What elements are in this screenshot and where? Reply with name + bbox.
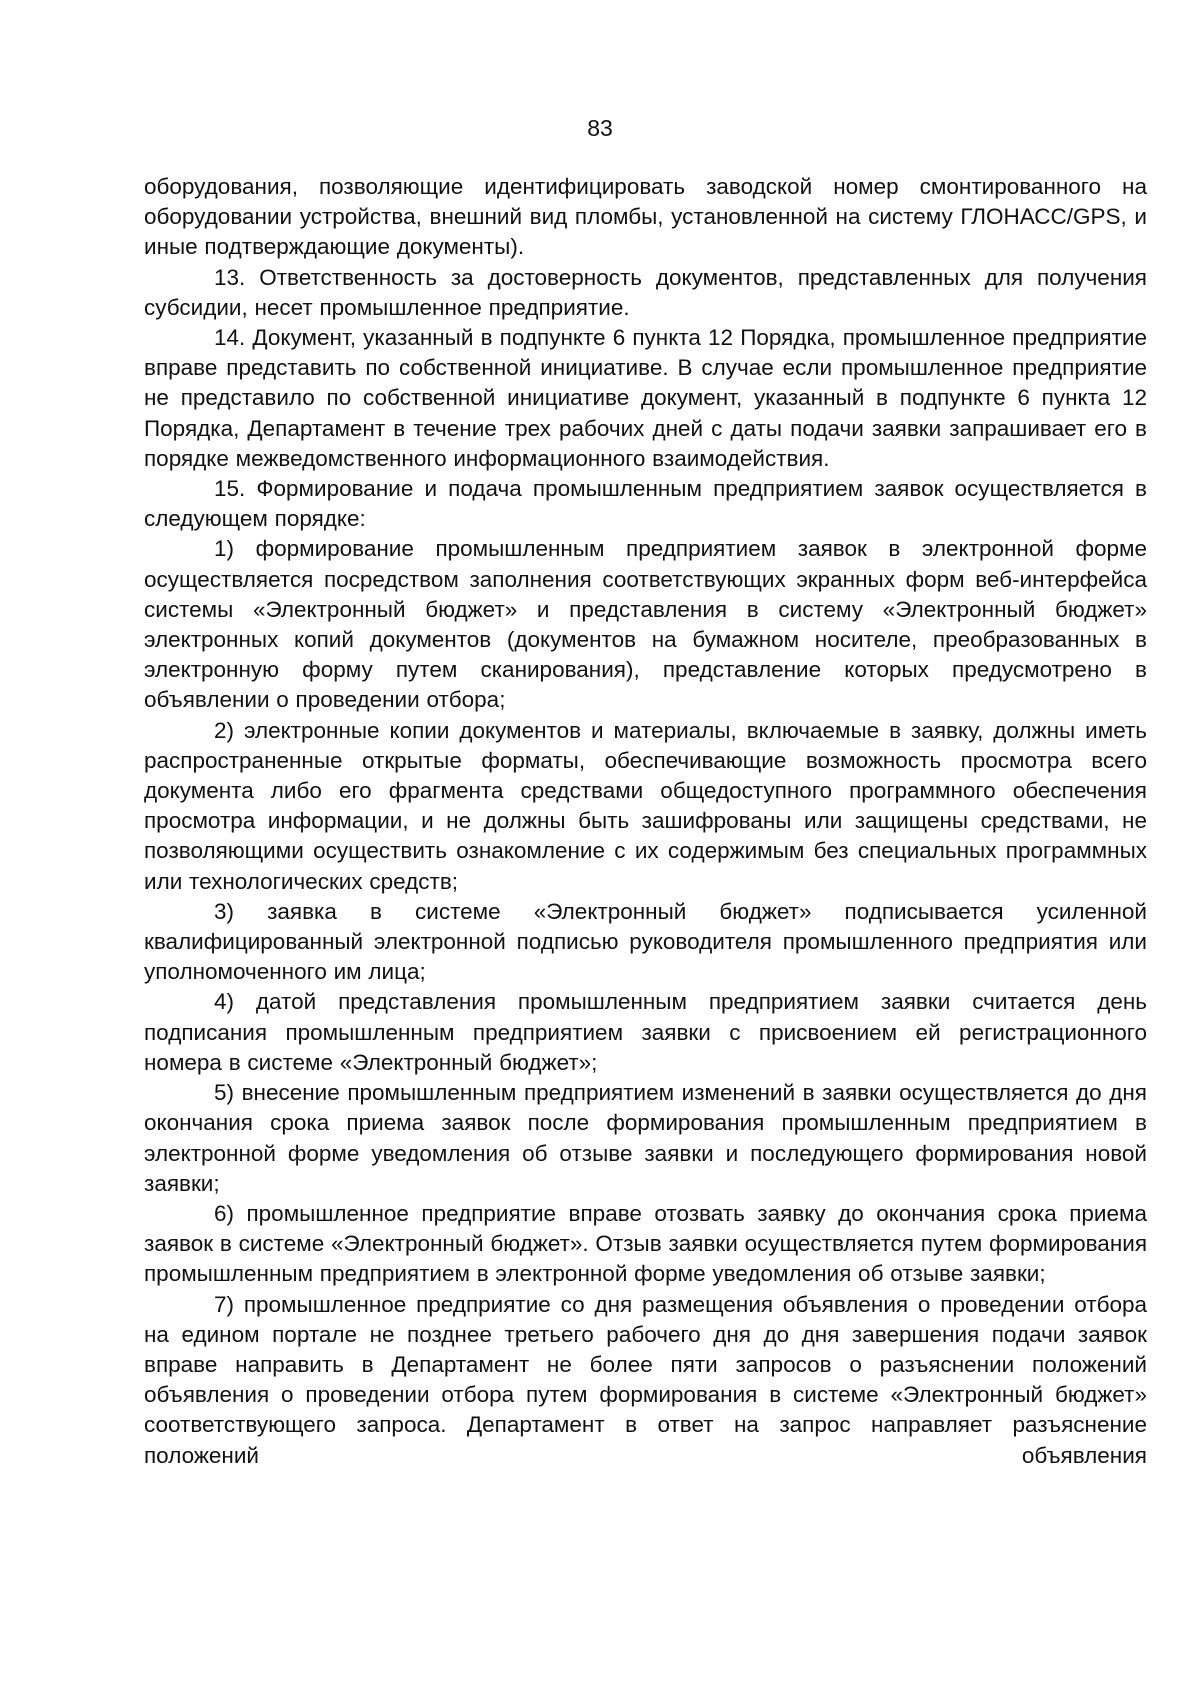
paragraph-continuation: оборудования, позволяющие идентифицировать заводской номер смонтированного на оборудовании устройства, внешний вид пломбы, установленной на систему ГЛОНАСС/GPS, и иные подтверждающие документы). [144,174,1147,260]
list-item-4: 4) датой представления промышленным предприятием заявки считается день подписания промышленным предприятием заявки с присвоением ей регистрационного номера в системе «Электронный бюджет»; [144,989,1147,1075]
document-body [144,172,1147,1471]
paragraph-15: 15. Формирование и подача промышленным предприятием заявок осуществляется в следующем порядке: [144,476,1147,532]
paragraph-13: 13. Ответственность за достоверность документов, представленных для получения субсидии, несет промышленное предприятие. [144,264,1147,320]
page-number: 83 [587,115,613,141]
list-item-2: 2) электронные копии документов и материалы, включаемые в заявку, должны иметь распространенные открытые форматы, обеспечивающие возможность просмотра всего документа либо его фрагмента средствами общедоступного программного обеспечения просмотра информации, и не должны быть зашифрованы или защищены средствами, не позволяющими осуществить ознакомление с их содержимым без специальных программных или технологических средств; [144,717,1147,894]
list-item-6: 6) промышленное предприятие вправе отозвать заявку до окончания срока приема заявок в системе «Электронный бюджет». Отзыв заявки осуществляется путем формирования промышленным предприятием в электронной форме уведомления об отзыве заявки; [144,1200,1147,1287]
list-item-5: 5) внесение промышленным предприятием изменений в заявки осуществляется до дня окончания срока приема заявок после формирования промышленным предприятием в электронной форме уведомления об отзыве заявки и последующего формирования новой заявки; [144,1080,1147,1196]
paragraph-14: 14. Документ, указанный в подпункте 6 пункта 12 Порядка, промышленное предприятие вправе представить по собственной инициативе. В случае если промышленное предприятие не представило по собственной инициативе документ, указанный в подпункте 6 пункта 12 Порядка, Департамент в течение трех рабочих дней с даты подачи заявки запрашивает его в порядке межведомственного информационного взаимодействия. [144,325,1147,471]
list-item-7: 7) промышленное предприятие со дня размещения объявления о проведении отбора на едином портале не позднее третьего рабочего дня до дня завершения подачи заявок вправе направить в Департамент не более пяти запросов о разъяснении положений объявления о проведении отбора путем формирования в системе «Электронный бюджет» соответствующего запроса. Департамент в ответ на запрос направляет разъяснение положений объявления [144,1291,1147,1468]
list-item-1: 1) формирование промышленным предприятием заявок в электронной форме осуществляется посредством заполнения соответствующих экранных форм веб-интерфейса системы «Электронный бюджет» и представления в систему «Электронный бюджет» электронных копий документов (документов на бумажном носителе, преобразованных в электронную форму путем сканирования), представление которых предусмотрено в объявлении о проведении отбора; [144,536,1147,713]
list-item-3: 3) заявка в системе «Электронный бюджет» подписывается усиленной квалифицированный электронной подписью руководителя промышленного предприятия или уполномоченного им лица; [144,898,1147,985]
